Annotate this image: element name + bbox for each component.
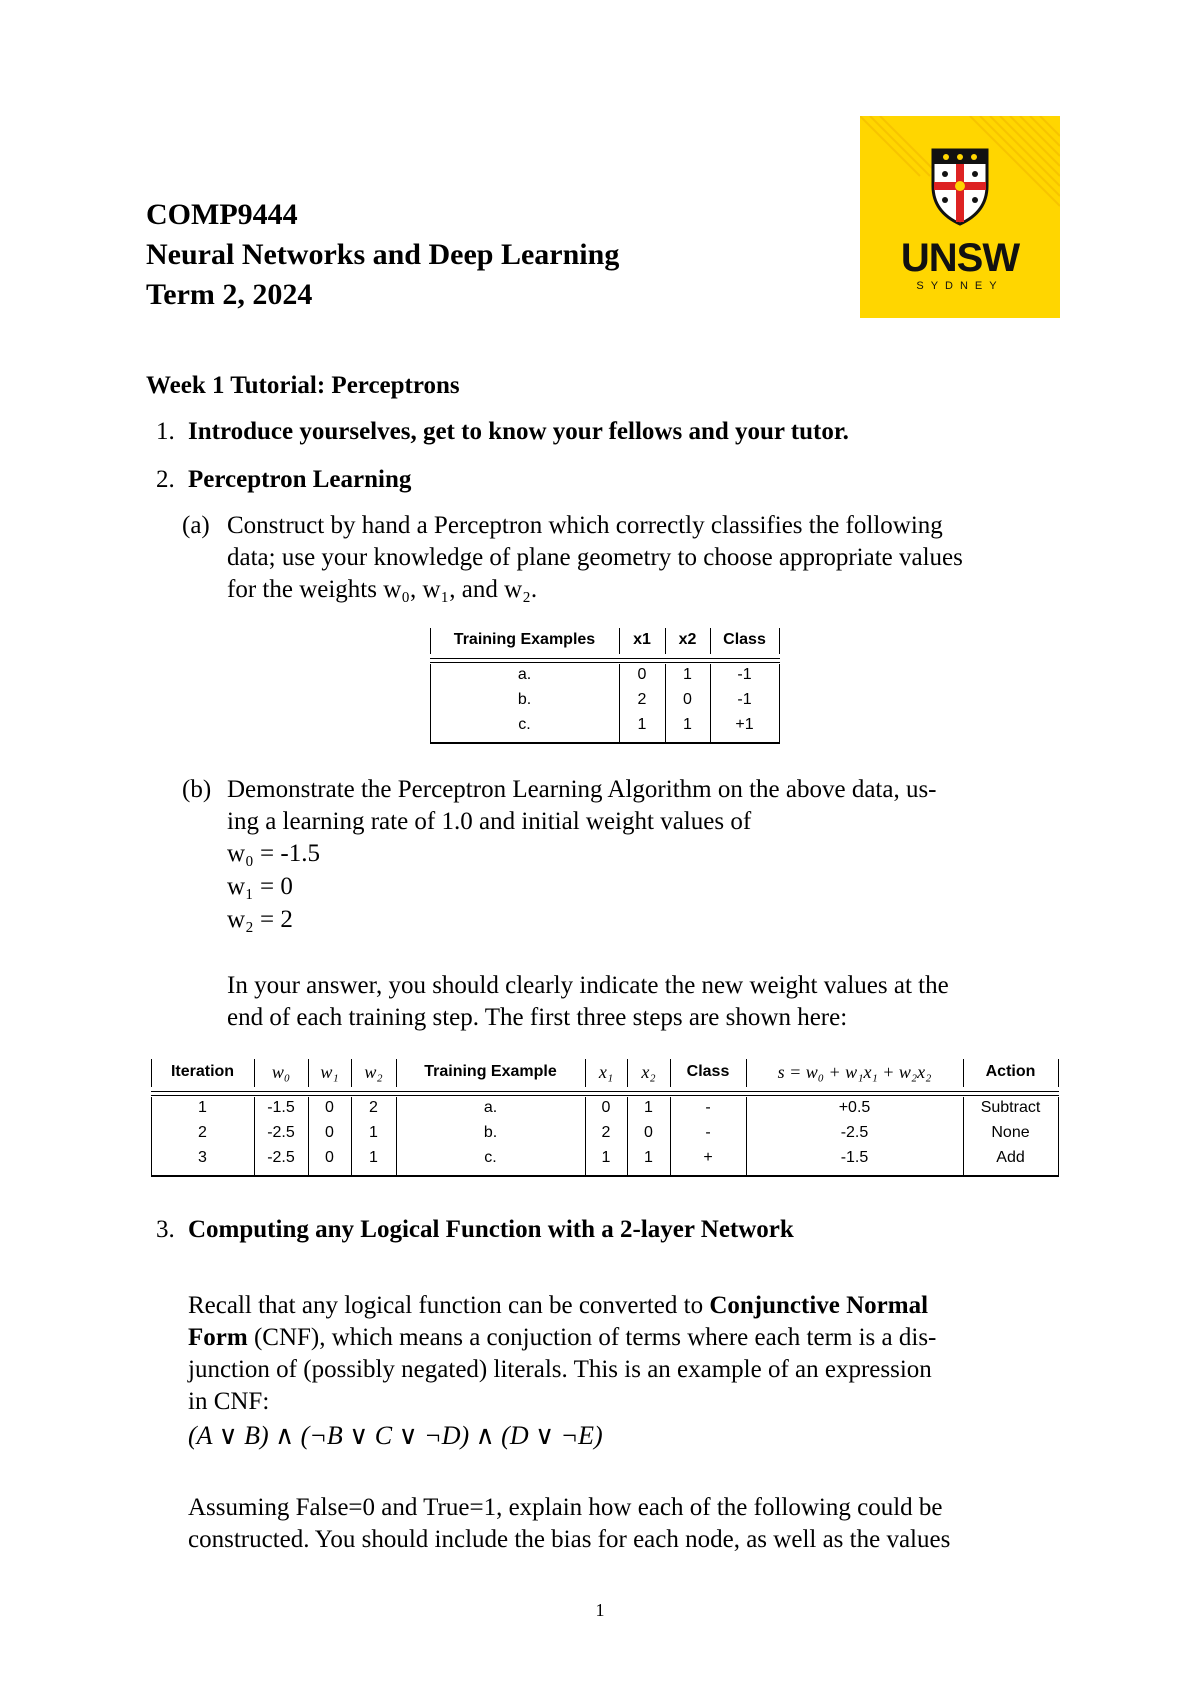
table1-cell: 1	[683, 716, 692, 733]
q2a-line-3: for the weights w₀, w₁, and w₂.	[227, 576, 538, 603]
q3-paragraph2-line-2: constructed. You should include the bias for each node, as well as the values	[188, 1526, 951, 1553]
table2-header-class: Class	[686, 1063, 730, 1080]
course-term: Term 2, 2024	[146, 278, 313, 311]
table2-cell: -2.5	[267, 1149, 295, 1166]
unsw-logo	[860, 116, 1060, 318]
q2b-line-4: end of each training step. The first three steps are shown here:	[227, 1004, 848, 1031]
table2-cell: 1	[644, 1149, 653, 1166]
table2-cell: c.	[484, 1149, 497, 1166]
table2-cell: -1.5	[267, 1099, 295, 1116]
q3-p2-text: (CNF), which means a conjuction of terms where each term is a dis-	[247, 1324, 937, 1351]
cnf-formula: (A ∨ B) ∧ (¬B ∨ C ∨ ¬D) ∧ (D ∨ ¬E)	[188, 1421, 603, 1450]
course-code: COMP9444	[146, 198, 298, 231]
q2b-w1: w₁ = 0	[227, 873, 293, 900]
course-name: Neural Networks and Deep Learning	[146, 238, 620, 271]
table2-cell: 1	[644, 1099, 653, 1116]
table1-cell: +1	[735, 716, 754, 733]
table1-cell: 2	[637, 691, 647, 708]
q2-title: Perceptron Learning	[188, 466, 412, 493]
table2-cell: 0	[325, 1124, 334, 1141]
table2-header-sum: s = w₀ + w₁x₁ + w₂x₂	[777, 1062, 932, 1082]
table2-cell: 2	[369, 1099, 378, 1116]
table2-cell: 2	[601, 1124, 611, 1141]
logo-subtitle: SYDNEY	[916, 280, 1004, 292]
q1-text: Introduce yourselves, get to know your fellows and your tutor.	[188, 418, 849, 445]
table2-cell: 0	[325, 1149, 334, 1166]
table1-header-x2: x2	[678, 631, 697, 648]
q3-paragraph2-line-1: Assuming False=0 and True=1, explain how each of the following could be	[188, 1494, 943, 1521]
table1-cell: 1	[637, 716, 647, 733]
table2-cell: +0.5	[838, 1099, 871, 1116]
table1-cell: c.	[518, 716, 531, 733]
table2-cell: -2.5	[840, 1124, 869, 1141]
table2-header-action: Action	[985, 1063, 1036, 1080]
q3-p2-bold: Form	[188, 1324, 248, 1351]
q2a-line-2: data; use your knowledge of plane geometry to choose appropriate values	[227, 544, 963, 571]
q2a-line-1: Construct by hand a Perceptron which correctly classifies the following	[227, 512, 943, 539]
q3-number: 3.	[156, 1216, 175, 1243]
table2-cell: -	[705, 1124, 711, 1141]
table1-cell: a.	[517, 666, 532, 683]
q2b-line-3: In your answer, you should clearly indicate the new weight values at the	[227, 972, 949, 999]
iterations-table	[151, 1059, 1059, 1177]
table2-header-training-example: Training Example	[424, 1063, 557, 1080]
q3-paragraph-line-4: in CNF:	[188, 1388, 270, 1415]
q3-p1-bold: Conjunctive Normal	[709, 1292, 929, 1319]
q2b-label: (b)	[182, 776, 212, 803]
table2-cell: -	[705, 1099, 711, 1116]
table1-cell: 0	[637, 666, 647, 683]
table1-header-x1: x1	[633, 631, 651, 648]
table2-cell: 2	[198, 1124, 207, 1141]
table2-header-w1: w₁	[320, 1062, 339, 1082]
q2b-line-1: Demonstrate the Perceptron Learning Algorithm on the above data, us-	[227, 776, 937, 803]
table2-cell: None	[991, 1124, 1030, 1141]
table1-cell: -1	[737, 691, 752, 708]
table2-cell: 1	[198, 1099, 207, 1116]
table2-cell: -2.5	[267, 1124, 295, 1141]
table1-header-examples: Training Examples	[453, 631, 596, 648]
q3-paragraph-line-3: junction of (possibly negated) literals. This is an example of an expression	[188, 1356, 932, 1383]
table2-cell: 1	[369, 1124, 378, 1141]
q3-paragraph-line-2	[188, 1322, 936, 1354]
table2-cell: Subtract	[980, 1099, 1041, 1116]
table2-header-x2: x₂	[641, 1062, 656, 1082]
table1-cell: 1	[683, 666, 692, 683]
q2a-label: (a)	[182, 512, 210, 539]
table2-cell: 1	[369, 1149, 378, 1166]
table2-cell: -1.5	[840, 1149, 869, 1166]
q2b-w0: w₀ = -1.5	[227, 840, 320, 867]
table2-header-w2: w₂	[364, 1062, 383, 1082]
table1-cell: 0	[683, 691, 692, 708]
table2-cell: Add	[996, 1149, 1025, 1166]
table2-header-x1: x₁	[598, 1062, 614, 1082]
table2-cell: +	[703, 1149, 713, 1166]
q1-number: 1.	[156, 418, 175, 445]
table1-cell: b.	[517, 691, 532, 708]
training-examples-table	[430, 628, 780, 744]
table2-cell: 3	[198, 1149, 207, 1166]
q2b-line-2: ing a learning rate of 1.0 and initial weight values of	[227, 808, 752, 835]
table2-header-iteration: Iteration	[170, 1063, 235, 1080]
crest-icon	[933, 150, 987, 224]
table2-cell: b.	[483, 1124, 498, 1141]
table2-cell: 0	[644, 1124, 653, 1141]
table1-cell: -1	[737, 666, 752, 683]
logo-word: UNSW	[900, 236, 1020, 280]
q3-paragraph-line-1	[188, 1290, 928, 1322]
q3-title: Computing any Logical Function with a 2-layer Network	[188, 1216, 794, 1243]
table2-cell: 0	[325, 1099, 334, 1116]
table2-cell: 0	[601, 1099, 611, 1116]
table2-cell: 1	[601, 1149, 611, 1166]
table2-header-w0: w₀	[271, 1062, 291, 1082]
q2b-w2: w₂ = 2	[227, 906, 293, 933]
tutorial-title: Week 1 Tutorial: Perceptrons	[146, 372, 460, 399]
page-number: 1	[595, 1600, 605, 1620]
table1-header-class: Class	[723, 631, 766, 648]
q3-p1-text: Recall that any logical function can be converted to	[188, 1292, 710, 1319]
q2-number: 2.	[156, 466, 175, 493]
table2-cell: a.	[483, 1099, 498, 1116]
